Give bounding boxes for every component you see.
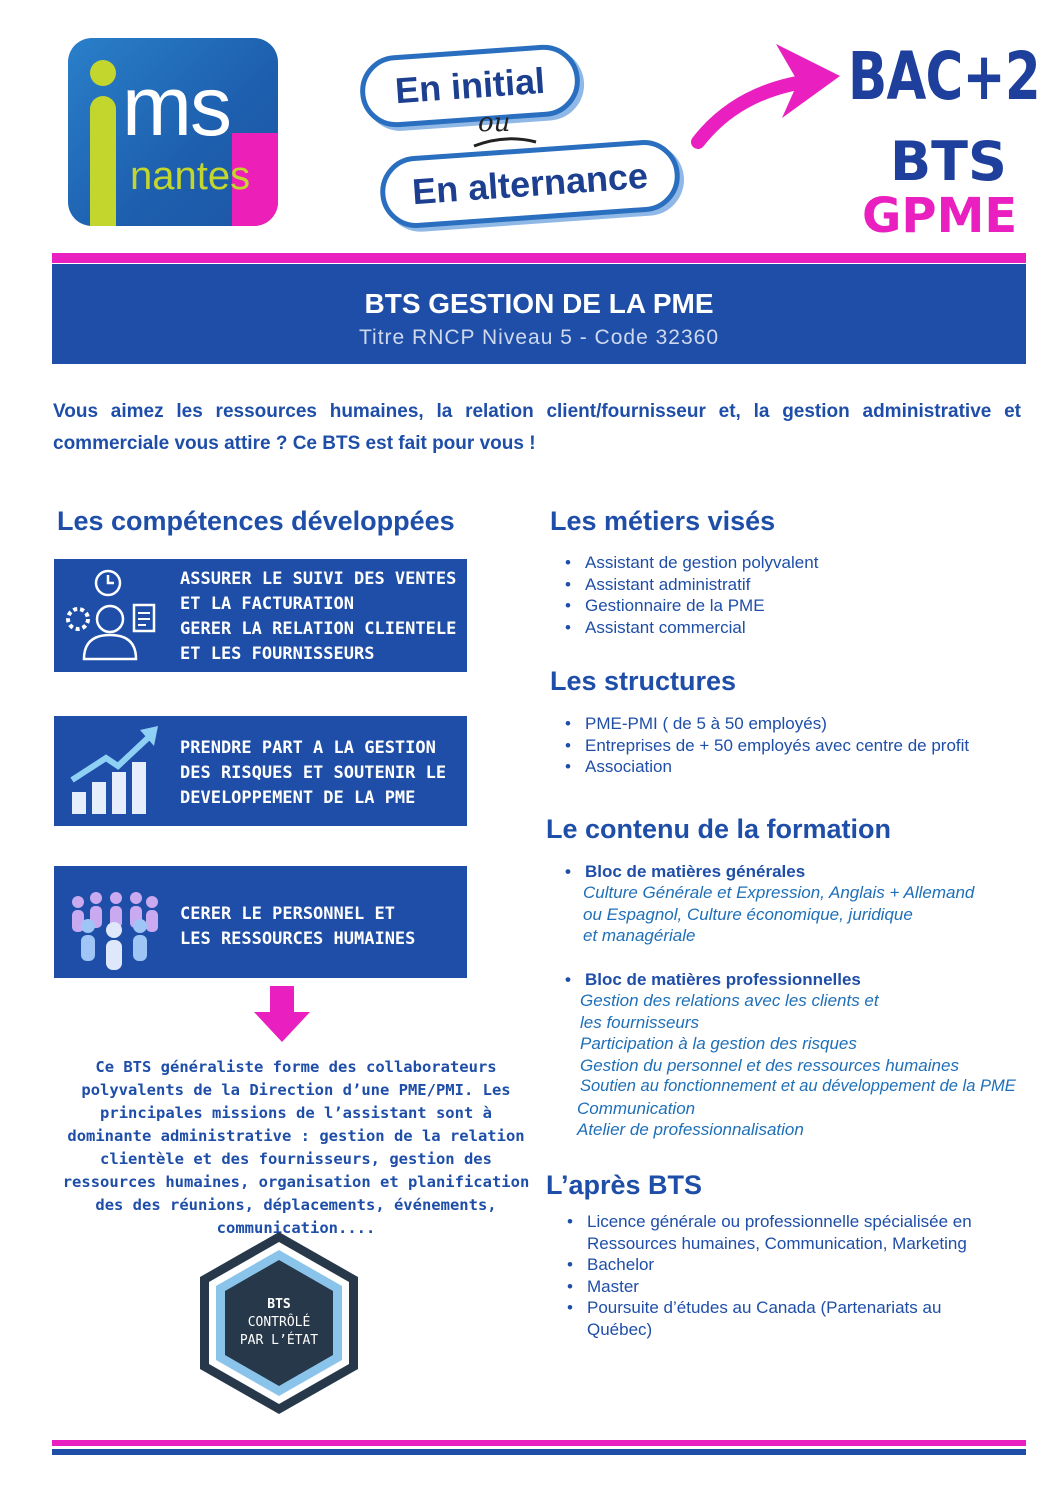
- content-line: les fournisseurs: [580, 1012, 700, 1032]
- badge-ou: ou: [478, 108, 511, 138]
- skill-line: LES RESSOURCES HUMAINES: [180, 929, 416, 949]
- list-item: • Bachelor: [559, 1254, 1009, 1276]
- list-item: • Assistant commercial: [557, 617, 1017, 639]
- footer-stripe-blue: [52, 1449, 1026, 1455]
- intro-text: Vous aimez les ressources humaines, la relation client/fournisseur et, la gestion administrative et commerciale vous attire ? Ce BTS est fait pour vous !: [53, 401, 1021, 454]
- list-item: • Association: [557, 756, 1027, 778]
- bloc-professionnelles-content: [577, 990, 1055, 1141]
- title-banner: [52, 264, 1026, 364]
- seal-line: PAR L’ÉTAT: [239, 1333, 319, 1348]
- description-text: Ce BTS généraliste forme des collaborateurs polyvalents de la Direction d’une PME/PMI. Les principales missions de l’assistant sont à dominante administrative : gestion de la relation clientèle et des fournisseurs, gestion des ressources humaines, organisation et planification des des réunions, déplacements, événements, communication....: [62, 1058, 530, 1237]
- growth-chart-icon: [66, 722, 166, 820]
- footer-stripe-pink: [52, 1440, 1026, 1446]
- level-bts: BTS: [890, 130, 1007, 193]
- metiers-list: [557, 552, 1017, 638]
- list-item: • Gestionnaire de la PME: [557, 595, 1017, 617]
- banner-subtitle: Titre RNCP Niveau 5 - Code 32360: [359, 326, 719, 349]
- apres-list: [559, 1211, 1009, 1340]
- skill-card-ventes: [54, 559, 467, 672]
- pink-arrow-icon: [690, 38, 850, 158]
- level-gpme: GPME: [862, 188, 1018, 244]
- content-line: Communication: [577, 1098, 696, 1118]
- skill-line: GERER LA RELATION CLIENTELE: [180, 619, 457, 639]
- banner-title: BTS GESTION DE LA PME: [364, 288, 714, 319]
- seal-line: CONTRÔLÉ: [247, 1315, 311, 1330]
- logo-i-dot: [90, 60, 116, 86]
- structures-list: [557, 713, 1027, 778]
- logo-city: nantes: [130, 154, 251, 198]
- seal-text: [226, 1296, 332, 1350]
- list-item: • PME-PMI ( de 5 à 50 employés): [557, 713, 1027, 735]
- skill-text-ventes: [180, 567, 456, 667]
- contenu-heading: Le contenu de la formation: [546, 814, 892, 844]
- logo-i-stem: [90, 96, 116, 226]
- metiers-heading: Les métiers visés: [550, 506, 776, 536]
- ims-nantes-logo: [68, 38, 278, 226]
- list-item: • Licence générale ou professionnelle spécialisée en Ressources humaines, Communication, Marketing: [559, 1211, 1009, 1254]
- skill-line: DEVELOPPEMENT DE LA PME: [180, 788, 416, 808]
- content-line: ou Espagnol, Culture économique, juridique: [583, 904, 913, 924]
- skill-text-risques: [180, 736, 446, 811]
- content-line: Culture Générale et Expression, Anglais + Allemand: [583, 883, 975, 902]
- badge-en-initial: En initial: [358, 42, 582, 129]
- skill-line: CERER LE PERSONNEL ET: [180, 904, 395, 924]
- seal-line: BTS: [267, 1297, 291, 1312]
- list-item: • Poursuite d’études au Canada (Partenariats au Québec): [559, 1297, 1009, 1340]
- content-line: et managériale: [583, 926, 696, 945]
- apres-heading: L’après BTS: [546, 1170, 703, 1200]
- badge-en-alternance: En alternance: [378, 138, 682, 231]
- level-bac: BAC+2: [848, 38, 1040, 115]
- bloc-title: • Bloc de matières générales: [557, 861, 1027, 883]
- content-line: Gestion des relations avec les clients et: [580, 991, 879, 1010]
- skill-line: ET LES FOURNISSEURS: [180, 644, 375, 664]
- skill-line: ASSURER LE SUIVI DES VENTES: [180, 569, 457, 589]
- people-group-icon: [64, 886, 164, 972]
- content-line: Gestion du personnel et des ressources humaines: [580, 1055, 959, 1075]
- skill-card-risques: [54, 716, 467, 826]
- list-item: • Assistant de gestion polyvalent: [557, 552, 1017, 574]
- content-line: Atelier de professionnalisation: [577, 1120, 804, 1139]
- content-line: Participation à la gestion des risques: [580, 1034, 857, 1053]
- list-item: • Master: [559, 1276, 1009, 1298]
- banner-stripe: [52, 253, 1026, 263]
- list-item: • Entreprises de + 50 employés avec centre de profit: [557, 735, 1027, 757]
- bloc-professionnelles: [557, 969, 1027, 991]
- content-line: Soutien au fonctionnement et au développement de la PME: [580, 1077, 1016, 1095]
- bloc-generales-content: [583, 882, 1023, 947]
- skill-line: PRENDRE PART A LA GESTION: [180, 738, 436, 758]
- logo-letters: ms: [122, 59, 230, 153]
- skill-line: DES RISQUES ET SOUTENIR LE: [180, 763, 447, 783]
- bloc-title: • Bloc de matières professionnelles: [557, 969, 1027, 991]
- skill-text-personnel: [180, 902, 415, 952]
- skill-line: ET LA FACTURATION: [180, 594, 354, 614]
- list-item: • Assistant administratif: [557, 574, 1017, 596]
- skill-card-personnel: [54, 866, 467, 978]
- team-gear-icon: [62, 565, 162, 665]
- competences-heading: Les compétences développées: [57, 506, 455, 536]
- structures-heading: Les structures: [550, 666, 737, 696]
- down-arrow-icon: [252, 984, 312, 1046]
- bloc-generales: [557, 861, 1027, 883]
